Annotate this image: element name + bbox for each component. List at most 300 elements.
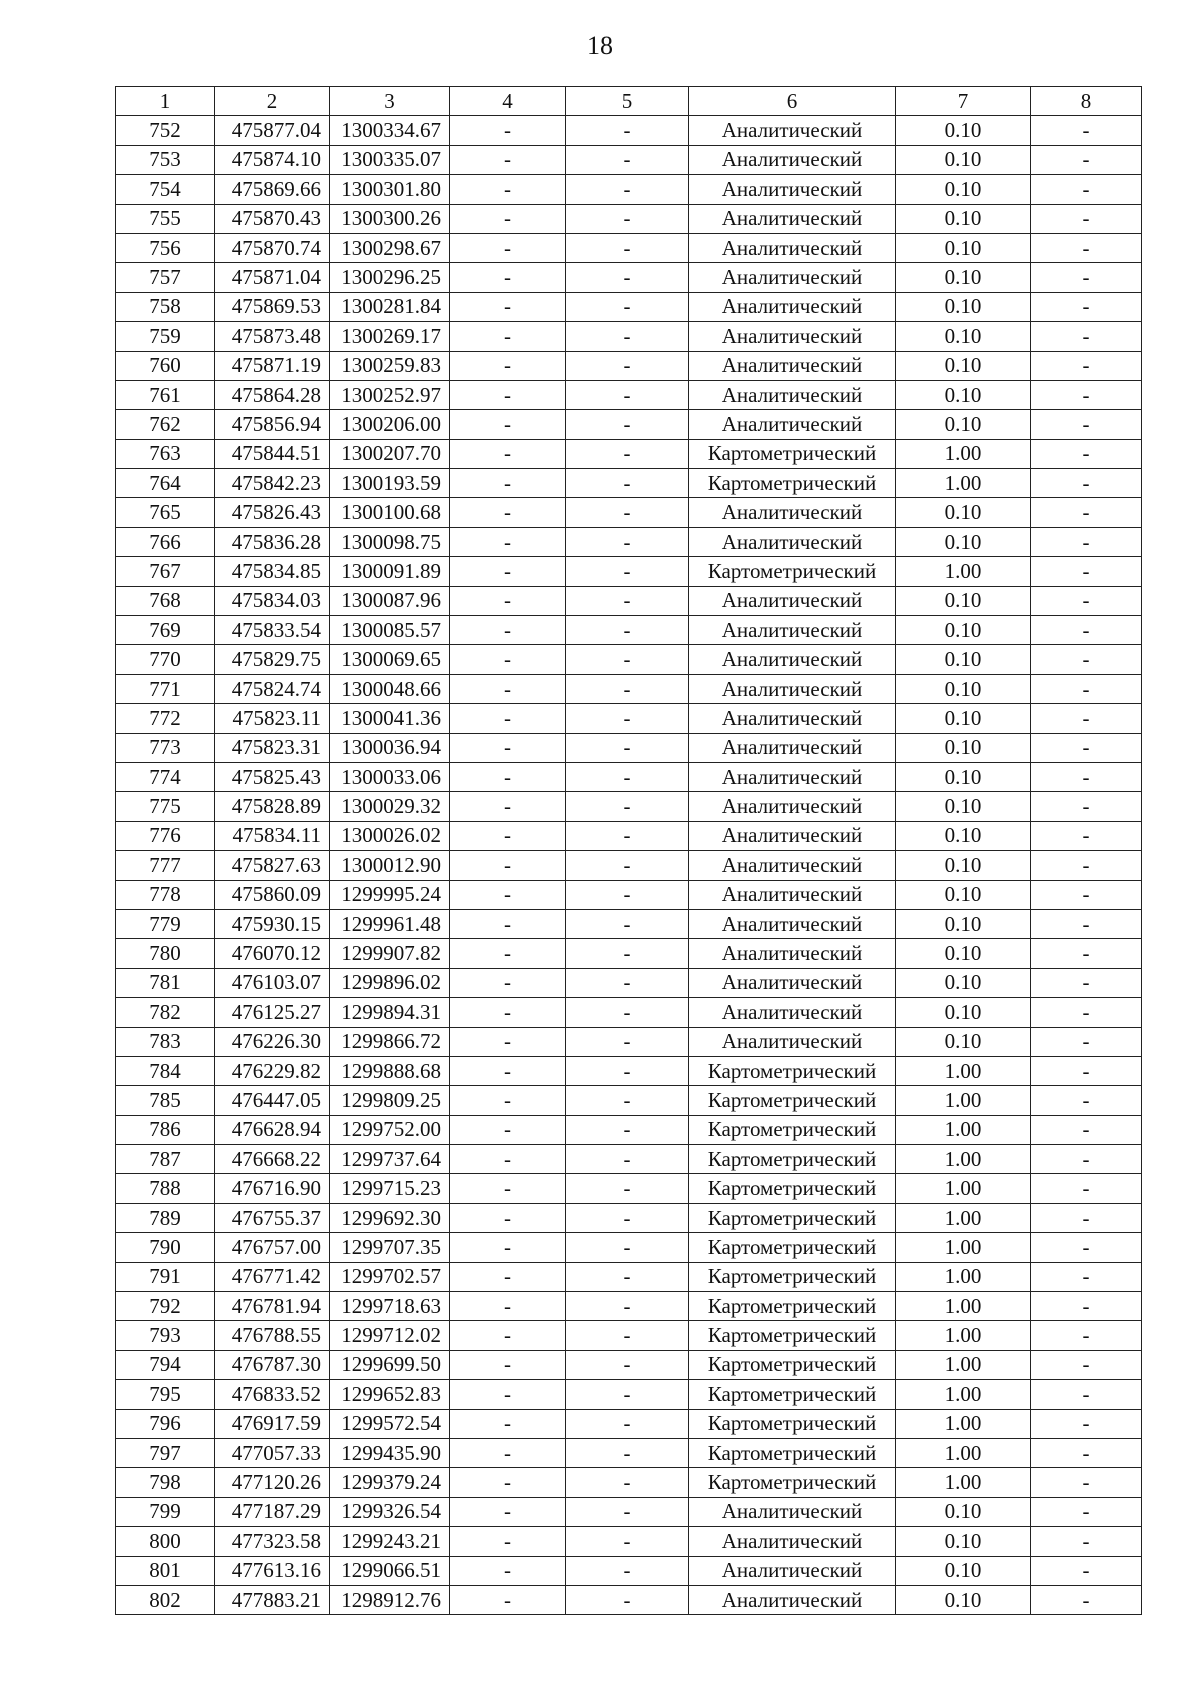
- col5-cell: -: [566, 616, 689, 645]
- accuracy-cell: 0.10: [896, 762, 1031, 791]
- col4-cell: -: [450, 145, 566, 174]
- method-cell: Картометрический: [689, 1115, 896, 1144]
- point-number-cell: 786: [116, 1115, 215, 1144]
- x-coordinate-cell: 475869.66: [215, 175, 330, 204]
- point-number-cell: 795: [116, 1380, 215, 1409]
- col4-cell: -: [450, 1556, 566, 1585]
- accuracy-cell: 1.00: [896, 469, 1031, 498]
- point-number-cell: 790: [116, 1233, 215, 1262]
- accuracy-cell: 1.00: [896, 1380, 1031, 1409]
- col5-cell: -: [566, 1350, 689, 1379]
- y-coordinate-cell: 1299379.24: [330, 1468, 450, 1497]
- col5-cell: -: [566, 380, 689, 409]
- col5-cell: -: [566, 1527, 689, 1556]
- method-cell: Картометрический: [689, 1262, 896, 1291]
- y-coordinate-cell: 1300085.57: [330, 616, 450, 645]
- x-coordinate-cell: 475823.31: [215, 733, 330, 762]
- y-coordinate-cell: 1299995.24: [330, 880, 450, 909]
- accuracy-cell: 0.10: [896, 351, 1031, 380]
- x-coordinate-cell: 475834.85: [215, 557, 330, 586]
- x-coordinate-cell: 476103.07: [215, 968, 330, 997]
- x-coordinate-cell: 476757.00: [215, 1233, 330, 1262]
- x-coordinate-cell: 475869.53: [215, 292, 330, 321]
- point-number-cell: 799: [116, 1497, 215, 1526]
- x-coordinate-cell: 476781.94: [215, 1292, 330, 1321]
- table-row: [116, 586, 1142, 615]
- table-row: [116, 469, 1142, 498]
- col8-cell: -: [1031, 263, 1142, 292]
- method-cell: Аналитический: [689, 968, 896, 997]
- table-row: [116, 733, 1142, 762]
- col4-cell: -: [450, 1115, 566, 1144]
- method-cell: Аналитический: [689, 792, 896, 821]
- col4-cell: -: [450, 439, 566, 468]
- table-row: [116, 1380, 1142, 1409]
- point-number-cell: 768: [116, 586, 215, 615]
- accuracy-cell: 0.10: [896, 792, 1031, 821]
- col8-cell: -: [1031, 792, 1142, 821]
- y-coordinate-cell: 1298912.76: [330, 1585, 450, 1614]
- method-cell: Аналитический: [689, 351, 896, 380]
- col4-cell: -: [450, 322, 566, 351]
- col4-cell: -: [450, 1321, 566, 1350]
- x-coordinate-cell: 475833.54: [215, 616, 330, 645]
- x-coordinate-cell: 476787.30: [215, 1350, 330, 1379]
- point-number-cell: 773: [116, 733, 215, 762]
- header-row: [116, 87, 1142, 116]
- method-cell: Аналитический: [689, 1497, 896, 1526]
- y-coordinate-cell: 1300091.89: [330, 557, 450, 586]
- column-header: 1: [116, 87, 215, 116]
- point-number-cell: 794: [116, 1350, 215, 1379]
- point-number-cell: 771: [116, 674, 215, 703]
- accuracy-cell: 0.10: [896, 233, 1031, 262]
- table-row: [116, 439, 1142, 468]
- table-row: [116, 1115, 1142, 1144]
- col5-cell: -: [566, 1145, 689, 1174]
- col5-cell: -: [566, 645, 689, 674]
- x-coordinate-cell: 476628.94: [215, 1115, 330, 1144]
- x-coordinate-cell: 476788.55: [215, 1321, 330, 1350]
- method-cell: Картометрический: [689, 469, 896, 498]
- col4-cell: -: [450, 792, 566, 821]
- point-number-cell: 778: [116, 880, 215, 909]
- point-number-cell: 764: [116, 469, 215, 498]
- col8-cell: -: [1031, 1027, 1142, 1056]
- method-cell: Картометрический: [689, 1292, 896, 1321]
- col8-cell: -: [1031, 380, 1142, 409]
- y-coordinate-cell: 1299718.63: [330, 1292, 450, 1321]
- x-coordinate-cell: 476755.37: [215, 1203, 330, 1232]
- col8-cell: -: [1031, 1321, 1142, 1350]
- table-row: [116, 792, 1142, 821]
- y-coordinate-cell: 1299896.02: [330, 968, 450, 997]
- col8-cell: -: [1031, 527, 1142, 556]
- accuracy-cell: 1.00: [896, 1262, 1031, 1291]
- accuracy-cell: 0.10: [896, 1027, 1031, 1056]
- accuracy-cell: 1.00: [896, 557, 1031, 586]
- col8-cell: -: [1031, 1409, 1142, 1438]
- col5-cell: -: [566, 1262, 689, 1291]
- table-row: [116, 968, 1142, 997]
- accuracy-cell: 0.10: [896, 939, 1031, 968]
- point-number-cell: 752: [116, 116, 215, 145]
- accuracy-cell: 1.00: [896, 1174, 1031, 1203]
- x-coordinate-cell: 475860.09: [215, 880, 330, 909]
- point-number-cell: 801: [116, 1556, 215, 1585]
- accuracy-cell: 1.00: [896, 1321, 1031, 1350]
- col4-cell: -: [450, 1350, 566, 1379]
- accuracy-cell: 0.10: [896, 263, 1031, 292]
- col5-cell: -: [566, 1174, 689, 1203]
- y-coordinate-cell: 1299715.23: [330, 1174, 450, 1203]
- accuracy-cell: 0.10: [896, 586, 1031, 615]
- x-coordinate-cell: 477323.58: [215, 1527, 330, 1556]
- col4-cell: -: [450, 998, 566, 1027]
- table-row: [116, 1056, 1142, 1085]
- col5-cell: -: [566, 1556, 689, 1585]
- y-coordinate-cell: 1300048.66: [330, 674, 450, 703]
- table-row: [116, 1145, 1142, 1174]
- method-cell: Картометрический: [689, 1321, 896, 1350]
- accuracy-cell: 1.00: [896, 1350, 1031, 1379]
- x-coordinate-cell: 476447.05: [215, 1086, 330, 1115]
- y-coordinate-cell: 1299809.25: [330, 1086, 450, 1115]
- col5-cell: -: [566, 1115, 689, 1144]
- col4-cell: -: [450, 1174, 566, 1203]
- table-row: [116, 498, 1142, 527]
- y-coordinate-cell: 1299243.21: [330, 1527, 450, 1556]
- y-coordinate-cell: 1299712.02: [330, 1321, 450, 1350]
- x-coordinate-cell: 475930.15: [215, 909, 330, 938]
- col8-cell: -: [1031, 1380, 1142, 1409]
- method-cell: Аналитический: [689, 410, 896, 439]
- col5-cell: -: [566, 1292, 689, 1321]
- accuracy-cell: 0.10: [896, 292, 1031, 321]
- col8-cell: -: [1031, 762, 1142, 791]
- col8-cell: -: [1031, 1115, 1142, 1144]
- col5-cell: -: [566, 792, 689, 821]
- col8-cell: -: [1031, 351, 1142, 380]
- col8-cell: -: [1031, 1145, 1142, 1174]
- col8-cell: -: [1031, 1203, 1142, 1232]
- table-row: [116, 1497, 1142, 1526]
- table-row: [116, 380, 1142, 409]
- col8-cell: -: [1031, 880, 1142, 909]
- accuracy-cell: 0.10: [896, 704, 1031, 733]
- x-coordinate-cell: 476125.27: [215, 998, 330, 1027]
- y-coordinate-cell: 1300069.65: [330, 645, 450, 674]
- y-coordinate-cell: 1300029.32: [330, 792, 450, 821]
- table-row: [116, 1292, 1142, 1321]
- col8-cell: -: [1031, 1468, 1142, 1497]
- point-number-cell: 765: [116, 498, 215, 527]
- x-coordinate-cell: 475834.03: [215, 586, 330, 615]
- accuracy-cell: 0.10: [896, 1585, 1031, 1614]
- point-number-cell: 760: [116, 351, 215, 380]
- method-cell: Аналитический: [689, 762, 896, 791]
- y-coordinate-cell: 1300335.07: [330, 145, 450, 174]
- method-cell: Картометрический: [689, 1056, 896, 1085]
- col8-cell: -: [1031, 909, 1142, 938]
- col5-cell: -: [566, 1233, 689, 1262]
- col5-cell: -: [566, 204, 689, 233]
- x-coordinate-cell: 476917.59: [215, 1409, 330, 1438]
- col8-cell: -: [1031, 498, 1142, 527]
- point-number-cell: 753: [116, 145, 215, 174]
- col5-cell: -: [566, 1203, 689, 1232]
- method-cell: Аналитический: [689, 204, 896, 233]
- y-coordinate-cell: 1299907.82: [330, 939, 450, 968]
- col8-cell: -: [1031, 998, 1142, 1027]
- accuracy-cell: 0.10: [896, 1527, 1031, 1556]
- col8-cell: -: [1031, 175, 1142, 204]
- method-cell: Картометрический: [689, 1233, 896, 1262]
- col4-cell: -: [450, 968, 566, 997]
- col4-cell: -: [450, 939, 566, 968]
- col5-cell: -: [566, 762, 689, 791]
- col4-cell: -: [450, 880, 566, 909]
- table-row: [116, 1233, 1142, 1262]
- col4-cell: -: [450, 1409, 566, 1438]
- accuracy-cell: 0.10: [896, 821, 1031, 850]
- x-coordinate-cell: 475842.23: [215, 469, 330, 498]
- col5-cell: -: [566, 1321, 689, 1350]
- point-number-cell: 780: [116, 939, 215, 968]
- point-number-cell: 791: [116, 1262, 215, 1291]
- method-cell: Аналитический: [689, 909, 896, 938]
- point-number-cell: 785: [116, 1086, 215, 1115]
- column-header: 8: [1031, 87, 1142, 116]
- col8-cell: -: [1031, 439, 1142, 468]
- accuracy-cell: 1.00: [896, 1056, 1031, 1085]
- y-coordinate-cell: 1300041.36: [330, 704, 450, 733]
- point-number-cell: 796: [116, 1409, 215, 1438]
- accuracy-cell: 0.10: [896, 410, 1031, 439]
- col8-cell: -: [1031, 586, 1142, 615]
- x-coordinate-cell: 475877.04: [215, 116, 330, 145]
- col4-cell: -: [450, 116, 566, 145]
- x-coordinate-cell: 477120.26: [215, 1468, 330, 1497]
- col8-cell: -: [1031, 939, 1142, 968]
- col4-cell: -: [450, 1203, 566, 1232]
- y-coordinate-cell: 1300281.84: [330, 292, 450, 321]
- col5-cell: -: [566, 322, 689, 351]
- y-coordinate-cell: 1300298.67: [330, 233, 450, 262]
- point-number-cell: 797: [116, 1438, 215, 1467]
- y-coordinate-cell: 1299572.54: [330, 1409, 450, 1438]
- col4-cell: -: [450, 175, 566, 204]
- method-cell: Аналитический: [689, 116, 896, 145]
- accuracy-cell: 0.10: [896, 645, 1031, 674]
- accuracy-cell: 0.10: [896, 380, 1031, 409]
- col5-cell: -: [566, 1468, 689, 1497]
- col5-cell: -: [566, 821, 689, 850]
- y-coordinate-cell: 1300207.70: [330, 439, 450, 468]
- col8-cell: -: [1031, 410, 1142, 439]
- col8-cell: -: [1031, 1438, 1142, 1467]
- method-cell: Аналитический: [689, 380, 896, 409]
- y-coordinate-cell: 1300193.59: [330, 469, 450, 498]
- x-coordinate-cell: 476226.30: [215, 1027, 330, 1056]
- table-row: [116, 1350, 1142, 1379]
- y-coordinate-cell: 1299961.48: [330, 909, 450, 938]
- method-cell: Аналитический: [689, 527, 896, 556]
- method-cell: Аналитический: [689, 674, 896, 703]
- col4-cell: -: [450, 1027, 566, 1056]
- col4-cell: -: [450, 851, 566, 880]
- table-row: [116, 292, 1142, 321]
- accuracy-cell: 1.00: [896, 1438, 1031, 1467]
- col4-cell: -: [450, 674, 566, 703]
- y-coordinate-cell: 1300036.94: [330, 733, 450, 762]
- accuracy-cell: 0.10: [896, 851, 1031, 880]
- point-number-cell: 793: [116, 1321, 215, 1350]
- method-cell: Аналитический: [689, 322, 896, 351]
- col8-cell: -: [1031, 469, 1142, 498]
- point-number-cell: 763: [116, 439, 215, 468]
- column-header: 7: [896, 87, 1031, 116]
- col5-cell: -: [566, 939, 689, 968]
- table-row: [116, 1468, 1142, 1497]
- x-coordinate-cell: 475828.89: [215, 792, 330, 821]
- col8-cell: -: [1031, 145, 1142, 174]
- table-row: [116, 998, 1142, 1027]
- col4-cell: -: [450, 1145, 566, 1174]
- method-cell: Аналитический: [689, 733, 896, 762]
- col8-cell: -: [1031, 1585, 1142, 1614]
- accuracy-cell: 1.00: [896, 1233, 1031, 1262]
- method-cell: Картометрический: [689, 557, 896, 586]
- col8-cell: -: [1031, 116, 1142, 145]
- col5-cell: -: [566, 410, 689, 439]
- col4-cell: -: [450, 1438, 566, 1467]
- method-cell: Аналитический: [689, 233, 896, 262]
- x-coordinate-cell: 476229.82: [215, 1056, 330, 1085]
- col5-cell: -: [566, 1027, 689, 1056]
- col8-cell: -: [1031, 821, 1142, 850]
- col8-cell: -: [1031, 233, 1142, 262]
- table-row: [116, 880, 1142, 909]
- y-coordinate-cell: 1300206.00: [330, 410, 450, 439]
- method-cell: Картометрический: [689, 1086, 896, 1115]
- col5-cell: -: [566, 263, 689, 292]
- point-number-cell: 770: [116, 645, 215, 674]
- method-cell: Аналитический: [689, 175, 896, 204]
- point-number-cell: 777: [116, 851, 215, 880]
- x-coordinate-cell: 475871.19: [215, 351, 330, 380]
- point-number-cell: 754: [116, 175, 215, 204]
- method-cell: Аналитический: [689, 292, 896, 321]
- accuracy-cell: 0.10: [896, 1556, 1031, 1585]
- col4-cell: -: [450, 1292, 566, 1321]
- y-coordinate-cell: 1299866.72: [330, 1027, 450, 1056]
- col8-cell: -: [1031, 704, 1142, 733]
- point-number-cell: 776: [116, 821, 215, 850]
- method-cell: Аналитический: [689, 1556, 896, 1585]
- y-coordinate-cell: 1299707.35: [330, 1233, 450, 1262]
- x-coordinate-cell: 475874.10: [215, 145, 330, 174]
- col8-cell: -: [1031, 292, 1142, 321]
- table-row: [116, 851, 1142, 880]
- col5-cell: -: [566, 557, 689, 586]
- col5-cell: -: [566, 351, 689, 380]
- x-coordinate-cell: 477187.29: [215, 1497, 330, 1526]
- col5-cell: -: [566, 1409, 689, 1438]
- method-cell: Картометрический: [689, 1174, 896, 1203]
- point-number-cell: 783: [116, 1027, 215, 1056]
- col4-cell: -: [450, 380, 566, 409]
- x-coordinate-cell: 475873.48: [215, 322, 330, 351]
- accuracy-cell: 1.00: [896, 439, 1031, 468]
- col5-cell: -: [566, 880, 689, 909]
- col8-cell: -: [1031, 645, 1142, 674]
- point-number-cell: 792: [116, 1292, 215, 1321]
- col4-cell: -: [450, 645, 566, 674]
- x-coordinate-cell: 475844.51: [215, 439, 330, 468]
- table-row: [116, 116, 1142, 145]
- col5-cell: -: [566, 1497, 689, 1526]
- accuracy-cell: 0.10: [896, 175, 1031, 204]
- point-number-cell: 802: [116, 1585, 215, 1614]
- table-row: [116, 674, 1142, 703]
- accuracy-cell: 0.10: [896, 616, 1031, 645]
- table-row: [116, 557, 1142, 586]
- col4-cell: -: [450, 733, 566, 762]
- x-coordinate-cell: 475827.63: [215, 851, 330, 880]
- table-row: [116, 410, 1142, 439]
- y-coordinate-cell: 1300259.83: [330, 351, 450, 380]
- col5-cell: -: [566, 704, 689, 733]
- col4-cell: -: [450, 616, 566, 645]
- accuracy-cell: 0.10: [896, 909, 1031, 938]
- method-cell: Аналитический: [689, 145, 896, 174]
- method-cell: Картометрический: [689, 1409, 896, 1438]
- method-cell: Картометрический: [689, 439, 896, 468]
- y-coordinate-cell: 1300334.67: [330, 116, 450, 145]
- point-number-cell: 766: [116, 527, 215, 556]
- table-row: [116, 145, 1142, 174]
- method-cell: Аналитический: [689, 851, 896, 880]
- point-number-cell: 789: [116, 1203, 215, 1232]
- point-number-cell: 757: [116, 263, 215, 292]
- y-coordinate-cell: 1300269.17: [330, 322, 450, 351]
- table-row: [116, 322, 1142, 351]
- table-row: [116, 1174, 1142, 1203]
- method-cell: Аналитический: [689, 998, 896, 1027]
- col5-cell: -: [566, 674, 689, 703]
- x-coordinate-cell: 476716.90: [215, 1174, 330, 1203]
- method-cell: Аналитический: [689, 880, 896, 909]
- method-cell: Аналитический: [689, 498, 896, 527]
- y-coordinate-cell: 1299435.90: [330, 1438, 450, 1467]
- x-coordinate-cell: 477613.16: [215, 1556, 330, 1585]
- x-coordinate-cell: 476668.22: [215, 1145, 330, 1174]
- point-number-cell: 798: [116, 1468, 215, 1497]
- table-row: [116, 175, 1142, 204]
- table-row: [116, 645, 1142, 674]
- col4-cell: -: [450, 498, 566, 527]
- col5-cell: -: [566, 586, 689, 615]
- method-cell: Аналитический: [689, 1027, 896, 1056]
- col4-cell: -: [450, 1086, 566, 1115]
- point-number-cell: 800: [116, 1527, 215, 1556]
- x-coordinate-cell: 475870.74: [215, 233, 330, 262]
- y-coordinate-cell: 1299652.83: [330, 1380, 450, 1409]
- col8-cell: -: [1031, 204, 1142, 233]
- col5-cell: -: [566, 498, 689, 527]
- method-cell: Картометрический: [689, 1438, 896, 1467]
